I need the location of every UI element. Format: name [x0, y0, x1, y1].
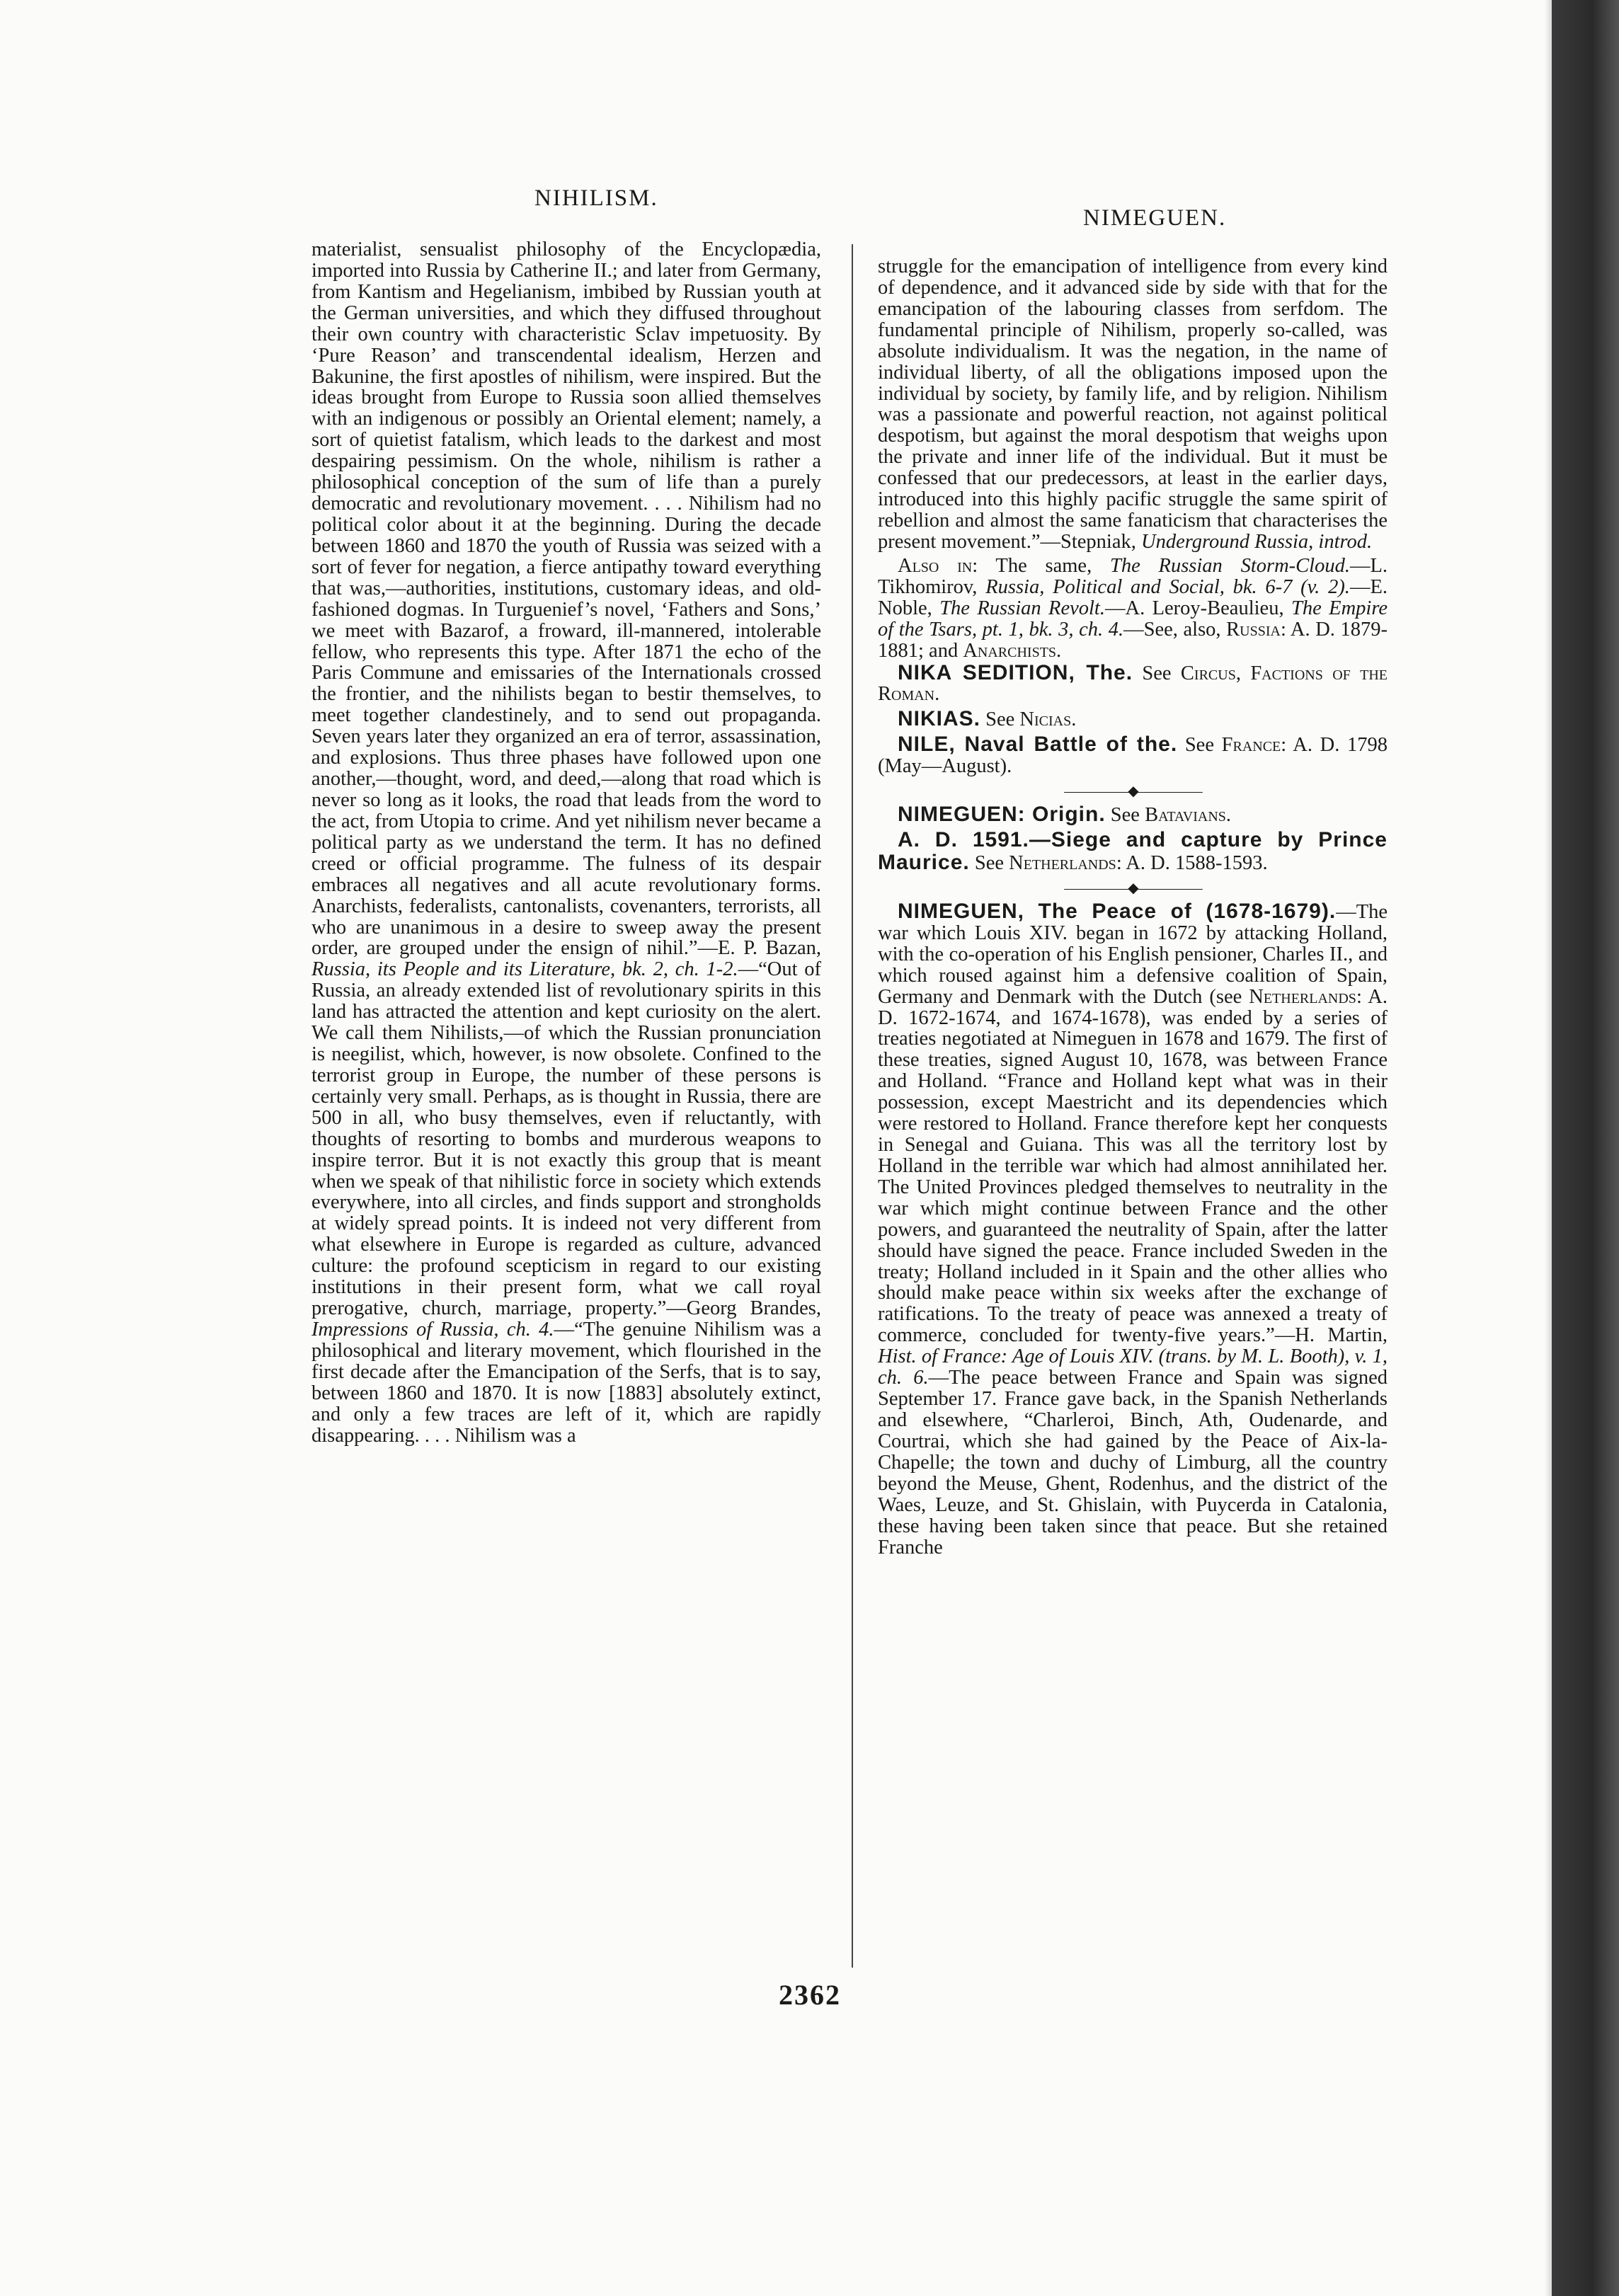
running-head-left: NIHILISM.	[534, 185, 658, 211]
reference-text: —E. Noble,	[878, 575, 1388, 619]
source-citation: Russia, its People and its Literature, bk. 2, ch. 1-2.	[311, 958, 738, 981]
right-column	[878, 256, 1388, 1558]
source-citation: Impressions of Russia, ch. 4.	[311, 1319, 554, 1341]
body-text: —The peace between France and Spain was signed September 17. France gave back, in the Spanish Netherlands and elsewhere, “Charleroi, Binch, Ath, Oudenarde, and Courtrai, which she had gained by the Peace of Aix-la-Chapelle; the town and duchy of Limburg, all the country beyond the Meuse, Ghent, Rodenhus, and the district of the Waes, Leuze, and St. Ghislain, with Puycerda in Catalonia, these having been taken since that peace. But she retained Franche	[878, 1367, 1388, 1559]
entry-text: .	[1225, 804, 1232, 827]
entry-heading: NIKIAS.	[898, 707, 981, 731]
entry-text: : A. D. 1588-1593.	[1116, 851, 1268, 874]
separator-ornament: —————◆—————	[1064, 880, 1201, 896]
index-entry	[878, 662, 1388, 706]
entry-text: : A. D. 1798 (May—August).	[878, 734, 1388, 778]
body-text: struggle for the emancipation of intelligence from every kind of dependence, and it advanced side by side with that for the emancipation of the labouring classes from serfdom. The fundamental principle of Nihilism, properly so-called, was absolute individualism. It was the negation, in the name of individual liberty, of all the obligations imposed upon the individual by society, by family life, and by religion. Nihilism was a passionate and powerful reaction, not against political despotism, but against the moral despotism that weighs upon the private and inner life of the individual. But it must be confessed that our predecessors, at least in the earlier days, introduced into this highly pacific struggle the same spirit of rebellion and almost the same fanaticism that characterises the present movement.”—Stepniak,	[878, 256, 1388, 553]
cross-reference: Circus, Factions of the Roman	[878, 662, 1388, 706]
reference-text: —L. Tikhomirov,	[878, 554, 1388, 598]
entry-nimeguen-origin	[878, 803, 1388, 826]
column-divider	[852, 244, 853, 1968]
cross-reference: Netherlands	[1249, 985, 1356, 1008]
reference-title: The Russian Storm-Cloud.	[1110, 554, 1350, 577]
entry-text: See	[1105, 804, 1145, 827]
body-text: —“Out of Russia, an already extended list of revolutionary spirits in this land has attracted the attention and kept curiosity on the alert. We call them Nihilists,—of which the Russian pronunciation is neegilist, which, however, is now obsolete. Confined to the terrorist group in Europe, the number of these persons is certainly very small. Perhaps, as is thought in Russia, there are 500 in all, who busy themselves, even if reluctantly, with thoughts of resorting to bombs and murderous weapons to inspire terror. But it is not exactly this group that is meant when we speak of that nihilistic force in society which extends everywhere, into all circles, and finds support and strongholds at widely spread points. It is indeed not very different from what elsewhere in Europe is regarded as culture, advanced culture: the profound scepticism in regard to our existing institutions in their present form, what we call royal prerogative, church, marriage, property.”—Georg Brandes,	[311, 958, 822, 1320]
index-entry	[878, 708, 1388, 730]
reference-text: : A. D. 1879-1881; and	[878, 618, 1388, 662]
index-entries	[878, 662, 1388, 778]
cross-reference: Russia	[1226, 618, 1281, 641]
also-in-label: Also in:	[898, 554, 978, 577]
page-shadow	[1545, 0, 1552, 2296]
source-citation: Underground Russia, introd.	[1141, 530, 1373, 553]
right-column-text	[878, 256, 1388, 553]
entry-heading: NIMEGUEN, The Peace of (1678-1679).	[898, 899, 1337, 923]
reference-title: The Russian Revolt.	[939, 597, 1105, 619]
body-text: —“The genuine Nihilism was a philosophical and literary movement, which flourished in the first decade after the Emancipation of the Serfs, that is to say, between 1860 and 1870. It is now [1883] absolutely extinct, and only a few traces are left of it, which are rapidly disappearing. . . . Nihilism was a	[311, 1319, 821, 1447]
left-column	[311, 239, 821, 1447]
entry-text: See	[1133, 662, 1181, 684]
body-text: materialist, sensualist philosophy of the Encyclopædia, imported into Russia by Catherine II.; and later from Germany, from Kantism and Hegelianism, imbibed by Russian youth at the German universities, and which they diffused throughout their own country with characteristic Sclav impetuosity. By ‘Pure Reason’ and transcendental idealism, Herzen and Bakunine, the first apostles of nihilism, were inspired. But the ideas brought from Europe to Russia soon allied themselves with an indigenous or possibly an Oriental element; namely, a sort of quietist fatalism, which leads to the darkest and most despairing pessimism. On the whole, nihilism is rather a philosophical conception of the sum of life than a purely democratic and revolutionary movement. . . . Nihilism had no political color about it at the beginning. During the decade between 1860 and 1870 the youth of Russia was seized with a sort of fever for negation, a fierce antipathy toward everything that was,—authorities, institutions, customary ideas, and old-fashioned dogmas. In Turguenief’s novel, ‘Fathers and Sons,’ we meet with Bazarof, a froward, ill-mannered, intolerable fellow, who represents this type. After 1871 the echo of the Paris Commune and emissaries of the Internationals crossed the frontier, and the nihilists began to bestir themselves, to meet together clandestinely, and to send out propaganda. Seven years later they organized an era of terror, assassination, and explosions. Thus three phases have followed upon one another,—thought, word, and deed,—along that road which is never so long as it looks, the road that leads from the word to the act, from Utopia to crime. And yet nihilism never became a political party as we understand the term. It has no defined creed or official programme. The fulness of its despair embraces all negatives and all acute revolutionary forms. Anarchists, federalists, cantonalists, covenanters, terrorists, all who are unanimous in a desire to sweep away the present order, are grouped under the ensign of nihil.”—E. P. Bazan,	[311, 239, 821, 960]
body-text: : A. D. 1672-1674, and 1674-1678), was ended by a series of treaties negotiated at Nimeguen in 1678 and 1679. The first of these treaties, signed August 10, 1678, was between France and Holland. “France and Holland kept what was in their possession, except Maestricht and its dependencies which were restored to Holland. France therefore kept her conquests in Senegal and Guiana. This was all the territory lost by Holland in the terrible war which had almost annihilated her. The United Provinces pledged themselves to neutrality in the war which might continue between France and the other powers, and guaranteed the neutrality of Spain, after the latter should have signed the peace. France included Sweden in the treaty; Holland included in it Spain and the other allies who should make peace within six weeks after the exchange of ratifications. To the treaty of peace was annexed a treaty of commerce, concluded for twenty-five years.”—H. Martin,	[878, 985, 1388, 1347]
running-head-right: NIMEGUEN.	[1083, 205, 1227, 231]
reference-title: Russia, Political and Social, bk. 6-7 (v. 2).	[985, 575, 1350, 598]
entry-text: .	[1071, 708, 1077, 731]
entry-text: See	[969, 851, 1009, 874]
entry-heading: NIKA SEDITION, The.	[898, 660, 1133, 684]
cross-reference: Batavians	[1145, 804, 1226, 827]
source-citation: Hist. of France: Age of Louis XIV. (trans. by M. L. Booth), v. 1, ch. 6.	[878, 1345, 1388, 1389]
entry-text: See	[980, 708, 1020, 731]
entry-text: .	[934, 683, 940, 706]
entry-nimeguen-siege	[878, 829, 1388, 874]
left-column-text	[311, 239, 821, 1447]
separator-ornament: —————◆—————	[1064, 783, 1201, 800]
entry-heading: NILE, Naval Battle of the.	[898, 733, 1178, 757]
cross-reference: Nicias	[1019, 708, 1072, 731]
reference-title: The Empire of the Tsars, pt. 1, bk. 3, ch. 4.	[878, 597, 1388, 641]
also-in-paragraph	[878, 556, 1388, 662]
reference-text: .	[1056, 639, 1062, 662]
cross-reference: France	[1221, 734, 1281, 757]
body-text: —The war which Louis XIV. began in 1672 by attacking Holland, with the co-operation of his English pensioner, Charles II., and which roused against him a defensive coalition of Spain, Germany and Denmark with the Dutch (see	[878, 900, 1388, 1008]
entry-heading: NIMEGUEN: Origin.	[898, 803, 1106, 827]
entry-text: See	[1177, 734, 1222, 757]
reference-text: —See, also,	[1123, 618, 1227, 641]
reference-text: The same,	[978, 554, 1110, 577]
cross-reference: Netherlands	[1009, 851, 1116, 874]
entry-heading: A. D. 1591.—Siege and capture by Prince Maurice.	[878, 828, 1388, 874]
reference-text: —A. Leroy-Beaulieu,	[1104, 597, 1291, 619]
scan-border	[1552, 0, 1619, 2296]
index-entry	[878, 733, 1388, 777]
cross-reference: Anarchists	[963, 639, 1057, 662]
page-number: 2362	[779, 1979, 841, 2011]
entry-peace-of-nimeguen	[878, 900, 1388, 1559]
